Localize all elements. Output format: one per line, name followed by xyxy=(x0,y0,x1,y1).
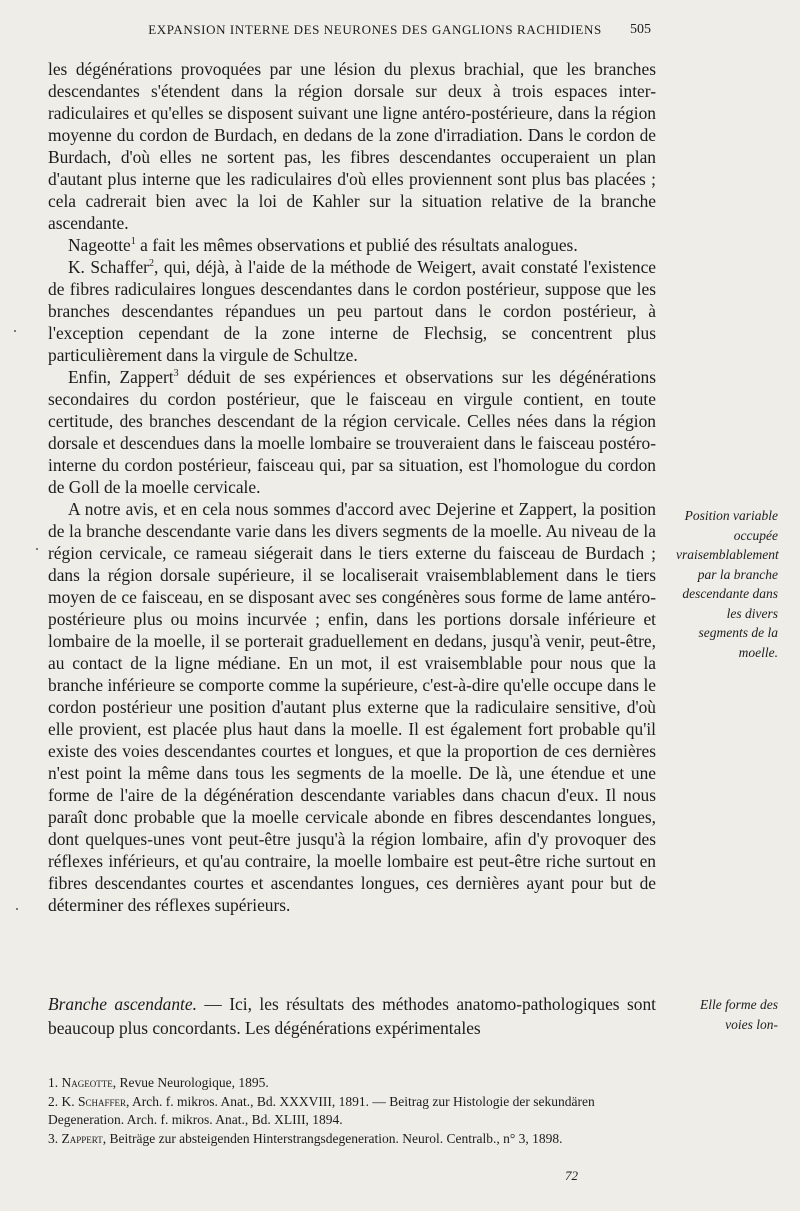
footnotes xyxy=(30,1074,656,1148)
footnote-ref-2: 2 xyxy=(148,258,154,270)
print-speck xyxy=(36,548,38,550)
paragraph-2 xyxy=(48,234,656,256)
paragraph-3-text: , qui, déjà, à l'aide de la méthode de Weigert, avait constaté l'existence de fibres radiculaires longues descendantes dans le cordon postérieur, suppose que les branches descendantes répandues un peu partout dans le cordon postérieur, à l'exception cependant de la zone interne de Flechsig, se concentrent plus particulièrement dans la virgule de Schultze. xyxy=(48,257,657,365)
footnote-2-author: K. Schaffer, xyxy=(61,1093,130,1109)
print-speck xyxy=(14,330,16,332)
paragraph-3 xyxy=(48,256,656,366)
footnote-2 xyxy=(30,1093,656,1130)
page-number: 505 xyxy=(630,22,651,37)
footnote-2-text: Arch. f. mikros. Anat., Bd. XXXVIII, 1891. — Beitrag zur Histologie der sekundären Degeneration. Arch. f. mikros. Anat., Bd. XLIII, 1894. xyxy=(48,1093,595,1127)
paragraph-4 xyxy=(48,366,656,498)
footnote-3-text: Beiträge zur absteigenden Hinterstrangsdegeneration. Neurol. Centralb., n° 3, 1898. xyxy=(106,1130,563,1146)
footnote-1-text: Revue Neurologique, 1895. xyxy=(116,1075,269,1090)
footnote-3 xyxy=(30,1130,656,1149)
paragraph-branche-ascendante xyxy=(48,992,656,1040)
footnote-ref-1: 1 xyxy=(130,236,136,248)
main-text xyxy=(48,58,656,916)
running-title: EXPANSION INTERNE DES NEURONES DES GANGLIONS RACHIDIENS xyxy=(148,22,602,37)
footnote-1-number: 1. xyxy=(48,1075,59,1090)
author-zappert: Enfin, Zappert xyxy=(68,367,174,387)
section-title: Branche ascendante. xyxy=(48,994,197,1014)
footnote-ref-3: 3 xyxy=(173,368,179,380)
footnote-2-number: 2. xyxy=(48,1093,59,1109)
paragraph-4-text: déduit de ses expériences et observations sur les dégénérations secondaires du cordon postérieur, que le faisceau en virgule contient, en toute certitude, des branches descendant de la région cervicale. Celles nées dans la région dorsale et descendues dans la moelle lombaire se trouveraient dans le faisceau postéro-interne du cordon postérieur, faisceau qui, par sa situation, est l'homologue du cordon de Goll de la moelle cervicale. xyxy=(48,367,657,497)
author-schaffer: K. Schaffer xyxy=(68,257,149,277)
printer-signature: 72 xyxy=(565,1168,578,1183)
author-nageotte: Nageotte xyxy=(68,235,131,255)
footnote-3-number: 3. xyxy=(48,1130,59,1146)
margin-note-voies: Elle forme des voies lon- xyxy=(700,997,778,1032)
paragraph-1: les dégénérations provoquées par une lésion du plexus brachial, que les branches descendantes s'étendent dans la région dorsale sur deux à trois espaces inter-radiculaires et qu'elles se disposent suivant une ligne antéro-postérieure, dans la région moyenne du cordon de Burdach, en dedans de la zone d'irradiation. Dans le cordon de Burdach, d'où elles ne sortent pas, les fibres descendantes occuperaient un plan d'autant plus interne que les radiculaires d'où elles proviennent sont plus bas placées ; cela cadrerait bien avec la loi de Kahler sur la situation relative de la branche ascendante. xyxy=(48,59,656,233)
paragraph-5: A notre avis, et en cela nous sommes d'accord avec Dejerine et Zappert, la position de la branche descendante varie dans les divers segments de la moelle. Au niveau de la région cervicale, ce rameau siégerait dans le tiers externe du faisceau de Burdach ; dans la région dorsale supérieure, il se localiserait vraisemblablement dans le tiers moyen de ce faisceau, en se disposant avec ses congénères sous forme de lame antéro-postérieure plus ou moins incurvée ; enfin, dans les portions dorsale inférieure et lombaire de la moelle, il se porterait graduellement en dedans, jusqu'à venir, peut-être, au contact de la ligne médiane. En un mot, il est vraisemblable pour nous que la branche inférieure se comporte comme la supérieure, c'est-à-dire qu'elle occupe dans le cordon postérieur une position d'autant plus externe que la radiculaire sensitive, d'où elle provient, est placée plus haut dans la moelle. Il est également fort probable qu'il existe des voies descendantes courtes et longues, et que la proportion de ces dernières n'est point la même dans tous les segments de la moelle. De là, une étendue et une forme de l'aire de la dégénération descendante variables dans chacun d'eux. Il nous paraît donc probable que la moelle cervicale abonde en fibres descendantes longues, dont quelques-unes vont peut-être jusqu'à la région lombaire, afin d'y provoquer des réflexes inférieurs, et qu'au contraire, la moelle lombaire est peut-être riche surtout en fibres descendantes courtes et ascendantes longues, ces dernières ayant pour but de déterminer des réflexes supérieurs. xyxy=(48,499,656,915)
paragraph-6-text: — Ici, les résultats des méthodes anatomo-pathologiques sont beaucoup plus concordants. Les dégénérations expérimentales xyxy=(48,994,656,1038)
print-speck xyxy=(16,908,18,910)
paragraph-2-text: a fait les mêmes observations et publié des résultats analogues. xyxy=(135,235,578,255)
footnote-1 xyxy=(30,1074,656,1093)
footnote-3-author: Zappert, xyxy=(61,1130,107,1146)
margin-note-position: Position variable occupée vraisemblablement par la branche descendante dans les divers segments de la moelle. xyxy=(676,508,779,660)
footnote-1-author: Nageotte, xyxy=(61,1075,117,1090)
